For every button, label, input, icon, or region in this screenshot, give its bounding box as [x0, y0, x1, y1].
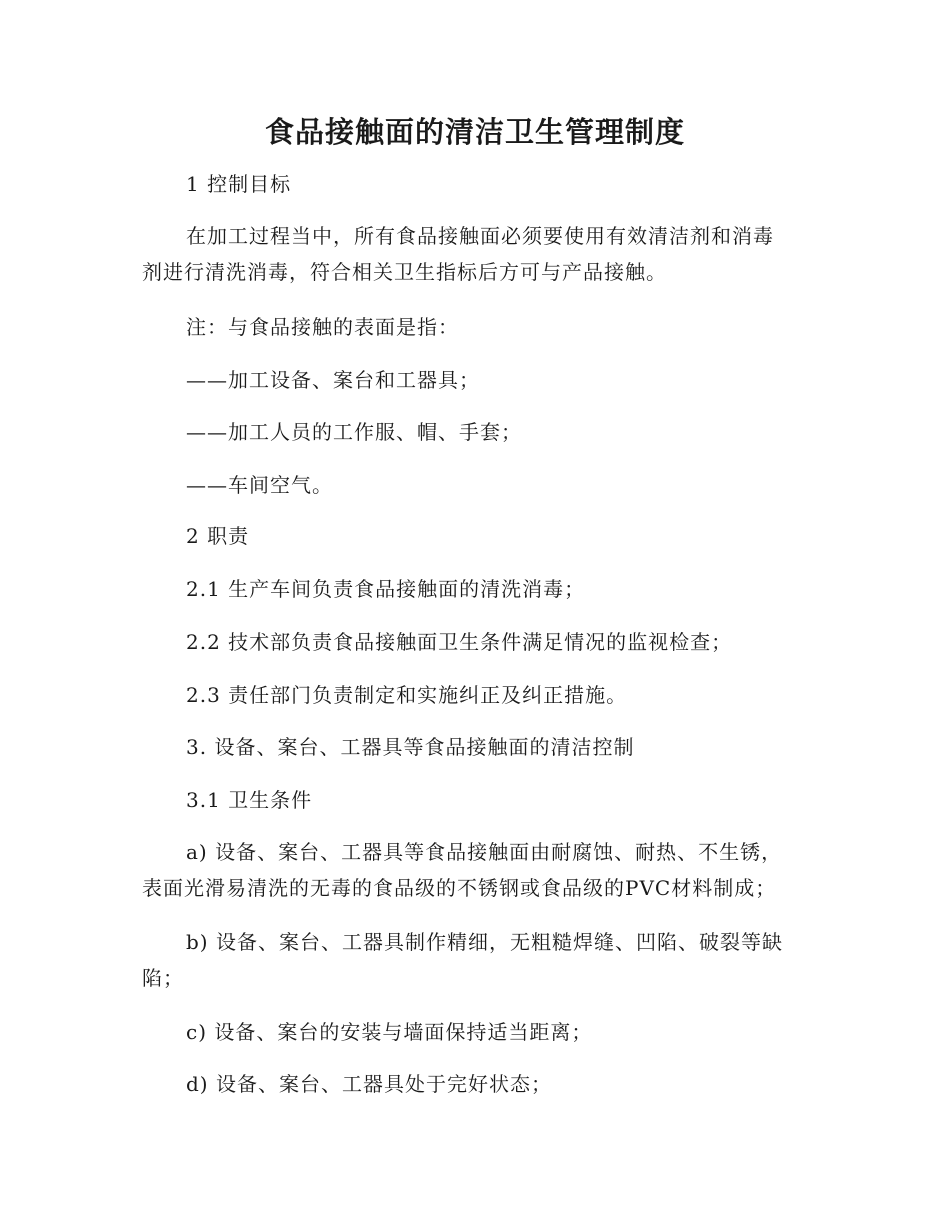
section-heading: 3. 设备、案台、工器具等食品接触面的清洁控制 [186, 735, 635, 759]
list-item: ——加工设备、案台和工器具； [186, 368, 480, 392]
paragraph-line: 2.1 生产车间负责食品接触面的清洗消毒； [186, 577, 586, 601]
paragraph-line: 陷； [142, 966, 184, 990]
paragraph-line: b) 设备、案台、工器具制作精细，无粗糙焊缝、凹陷、破裂等缺 [186, 930, 783, 954]
paragraph-line: 2.2 技术部负责食品接触面卫生条件满足情况的监视检查； [186, 630, 733, 654]
paragraph-line: 在加工过程当中，所有食品接触面必须要使用有效清洁剂和消毒 [186, 224, 774, 248]
paragraph-line: 表面光滑易清洗的无毒的食品级的不锈钢或食品级的PVC材料制成； [142, 876, 777, 900]
paragraph-line: c) 设备、案台的安装与墙面保持适当距离； [186, 1020, 593, 1044]
paragraph-line: 剂进行清洗消毒，符合相关卫生指标后方可与产品接触。 [142, 260, 667, 284]
section-heading: 1 控制目标 [186, 172, 292, 196]
list-item: ——加工人员的工作服、帽、手套； [186, 420, 522, 444]
section-heading: 2 职责 [186, 524, 250, 548]
document-title: 食品接触面的清洁卫生管理制度 [264, 115, 685, 149]
paragraph-line: d) 设备、案台、工器具处于完好状态； [186, 1072, 552, 1096]
note-line: 注：与食品接触的表面是指： [186, 315, 459, 339]
list-item: ——车间空气。 [186, 473, 333, 497]
paragraph-line: a) 设备、案台、工器具等食品接触面由耐腐蚀、耐热、不生锈， [186, 840, 783, 864]
subsection-heading: 3.1 卫生条件 [186, 788, 313, 812]
paragraph-line: 2.3 责任部门负责制定和实施纠正及纠正措施。 [186, 683, 628, 707]
